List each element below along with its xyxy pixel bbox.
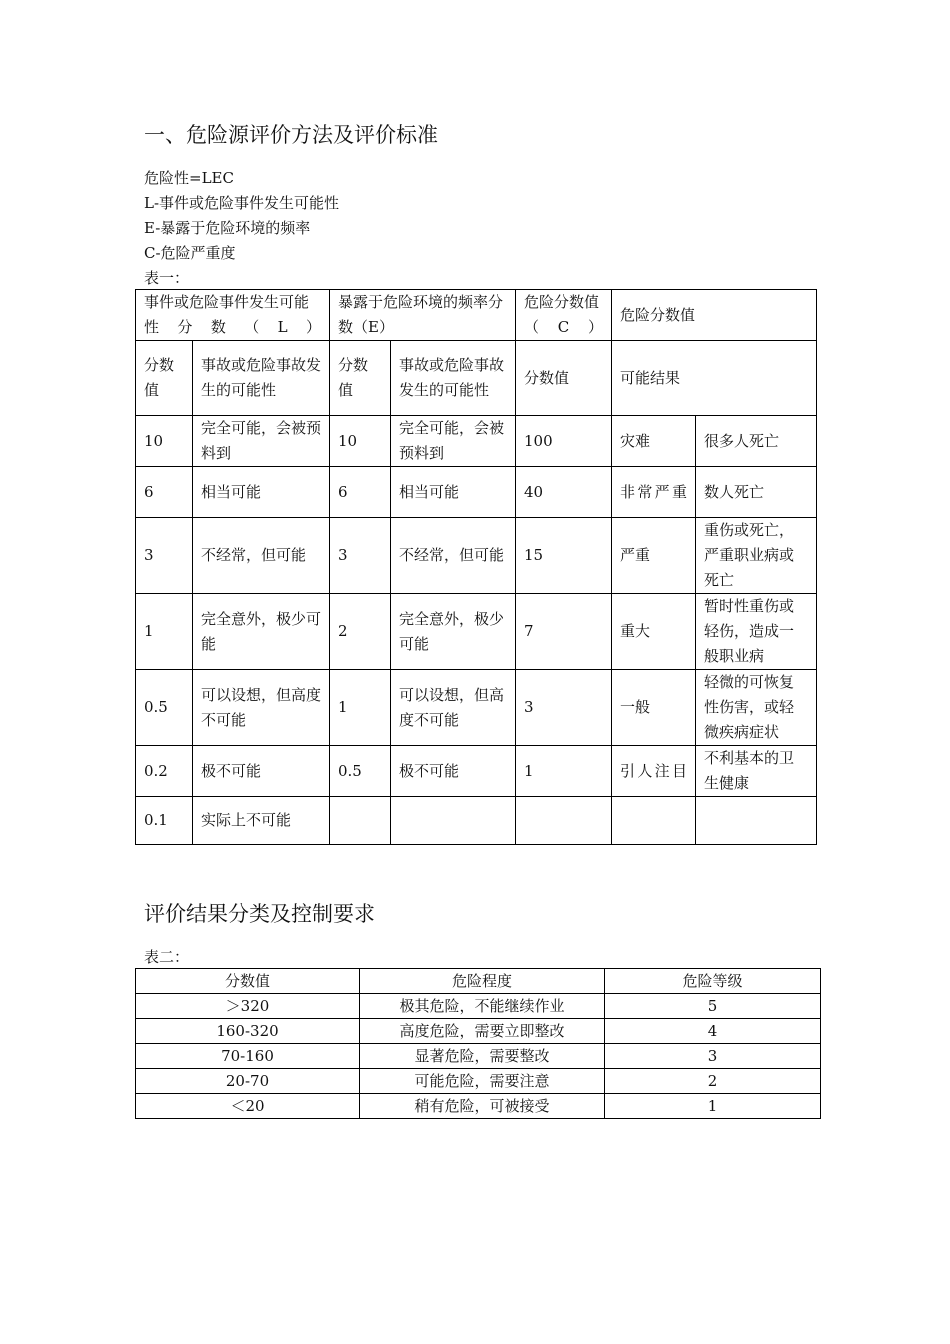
cell-e-desc [391,797,516,845]
subheader-e-desc: 事故或危险事故发生的可能性 [391,341,516,416]
table-row [136,1069,821,1094]
cell-l-desc: 实际上不可能 [193,797,330,845]
header-e: 暴露于危险环境的频率分数（E） [330,290,516,341]
table-row [136,467,817,518]
cell-grade: 重大 [612,594,696,670]
definition-c: C-危险严重度 [144,244,236,262]
header-d: 危险分数值 [612,290,817,341]
lec-criteria-table [135,289,817,845]
cell-c-score: 15 [516,518,612,594]
table-header-row [136,290,817,341]
cell-degree: 显著危险，需要整改 [360,1044,605,1069]
cell-e-score: 6 [330,467,391,518]
cell-c-score [516,797,612,845]
header-score: 分数值 [136,969,360,994]
cell-l-score: 3 [136,518,193,594]
cell-level: 5 [605,994,821,1019]
table2-label: 表二： [144,948,190,966]
table-row [136,797,817,845]
cell-l-desc: 极不可能 [193,746,330,797]
cell-grade: 灾难 [612,416,696,467]
table-row [136,994,821,1019]
cell-score: ＞320 [136,994,360,1019]
risk-level-table [135,968,821,1119]
header-c: 危险分数值（C） [516,290,612,341]
cell-l-desc: 完全意外，极少可能 [193,594,330,670]
cell-e-desc: 可以设想，但高度不可能 [391,670,516,746]
cell-grade: 严重 [612,518,696,594]
cell-e-desc: 完全可能，会被预料到 [391,416,516,467]
cell-grade [612,797,696,845]
cell-degree: 高度危险，需要立即整改 [360,1019,605,1044]
cell-e-desc: 完全意外，极少可能 [391,594,516,670]
cell-outcome: 重伤或死亡，严重职业病或死亡 [696,518,817,594]
cell-e-score: 0.5 [330,746,391,797]
cell-l-score: 0.1 [136,797,193,845]
cell-e-desc: 不经常，但可能 [391,518,516,594]
definition-l: L-事件或危险事件发生可能性 [144,194,340,212]
cell-l-score: 6 [136,467,193,518]
cell-c-score: 40 [516,467,612,518]
cell-l-score: 0.2 [136,746,193,797]
cell-outcome: 很多人死亡 [696,416,817,467]
formula-line: 危险性=LEC [144,169,234,187]
table-header-row [136,969,821,994]
subheader-l-desc: 事故或危险事故发生的可能性 [193,341,330,416]
cell-e-score: 10 [330,416,391,467]
cell-e-score: 2 [330,594,391,670]
cell-e-score: 3 [330,518,391,594]
cell-outcome: 数人死亡 [696,467,817,518]
subheader-result: 可能结果 [612,341,817,416]
cell-score: 160-320 [136,1019,360,1044]
subheader-c-score: 分数值 [516,341,612,416]
table-subheader-row [136,341,817,416]
section-heading-2: 评价结果分类及控制要求 [144,902,375,926]
table-row [136,746,817,797]
cell-l-desc: 不经常，但可能 [193,518,330,594]
cell-degree: 稍有危险，可被接受 [360,1094,605,1119]
cell-score: 70-160 [136,1044,360,1069]
cell-level: 2 [605,1069,821,1094]
cell-grade: 引人注目 [612,746,696,797]
cell-c-score: 7 [516,594,612,670]
cell-degree: 可能危险，需要注意 [360,1069,605,1094]
cell-l-score: 10 [136,416,193,467]
header-degree: 危险程度 [360,969,605,994]
cell-outcome: 暂时性重伤或轻伤，造成一般职业病 [696,594,817,670]
cell-l-score: 1 [136,594,193,670]
cell-outcome: 轻微的可恢复性伤害，或轻微疾病症状 [696,670,817,746]
cell-score: 20-70 [136,1069,360,1094]
cell-grade: 一般 [612,670,696,746]
cell-degree: 极其危险，不能继续作业 [360,994,605,1019]
cell-e-desc: 极不可能 [391,746,516,797]
table-row [136,416,817,467]
section-heading-1: 一、危险源评价方法及评价标准 [144,123,438,147]
cell-c-score: 1 [516,746,612,797]
cell-e-desc: 相当可能 [391,467,516,518]
table-row [136,670,817,746]
cell-level: 3 [605,1044,821,1069]
header-level: 危险等级 [605,969,821,994]
subheader-e-score: 分数值 [330,341,391,416]
cell-e-score [330,797,391,845]
table-row [136,594,817,670]
cell-l-desc: 完全可能，会被预料到 [193,416,330,467]
table-row [136,1094,821,1119]
definition-e: E-暴露于危险环境的频率 [144,219,311,237]
cell-l-desc: 相当可能 [193,467,330,518]
table1-label: 表一： [144,269,190,287]
table-row [136,1044,821,1069]
cell-level: 1 [605,1094,821,1119]
cell-grade: 非常严重 [612,467,696,518]
cell-c-score: 3 [516,670,612,746]
cell-outcome: 不利基本的卫生健康 [696,746,817,797]
cell-level: 4 [605,1019,821,1044]
cell-score: ＜20 [136,1094,360,1119]
table-row [136,518,817,594]
table-row [136,1019,821,1044]
cell-c-score: 100 [516,416,612,467]
cell-l-score: 0.5 [136,670,193,746]
subheader-l-score: 分数值 [136,341,193,416]
header-l: 事件或危险事件发生可能性分数（L） [136,290,330,341]
cell-e-score: 1 [330,670,391,746]
cell-l-desc: 可以设想，但高度不可能 [193,670,330,746]
cell-outcome [696,797,817,845]
